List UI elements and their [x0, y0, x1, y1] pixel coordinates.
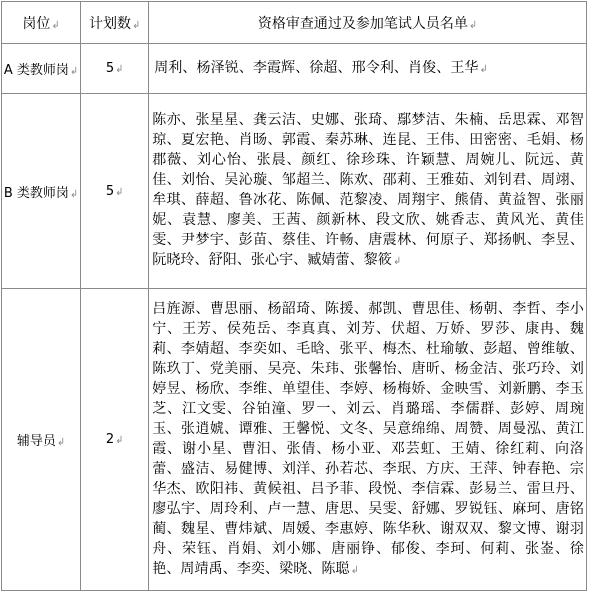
- position-cell: [2, 44, 81, 94]
- position-label: 辅导员: [16, 434, 56, 449]
- position-label: A 类教师岗: [3, 63, 69, 78]
- count-value: 5: [105, 61, 115, 76]
- paragraph-mark-icon: ↲: [131, 19, 141, 31]
- position-cell: [2, 289, 81, 591]
- header-plan-count-label: 计划数: [88, 15, 131, 32]
- paragraph-mark-icon: ↲: [115, 186, 124, 198]
- position-label: B 类教师岗: [3, 185, 69, 201]
- names-text: 陈亦、张星星、龚云洁、史娜、张琦、鄢梦洁、朱楠、岳思霖、邓智琼、夏宏艳、肖旸、郭霞、秦苏琳、连昆、王伟、田密密、毛娟、杨郡薇、刘心怡、张晨、颜红、徐珍珠、许颖慧、周婉儿、阮远、黄佳、刘怡、吴沁璇、邹超兰、陈欢、邵莉、王雅茹、刘钊君、周翊、牟琪、薛超、鲁冰花、陈佩、范黎凌、周翔宇、熊倩、黄益智、张丽妮、袁慧、廖美、王茜、颜新林、段文欣、姚香志、黄风光、黄佳雯、尹梦宇、彭苗、蔡佳、许畅、唐震林、何原子、郑扬帆、李昱、阮晓玲、舒阳、张心宇、臧婧蕾、黎筱: [152, 112, 584, 268]
- position-cell: [2, 94, 81, 289]
- names-cell: [149, 94, 587, 289]
- count-value: 5: [105, 183, 115, 199]
- names-text: 吕旌源、曹思丽、杨韶琦、陈援、郝凯、曹思佳、杨朝、李哲、李小宁、王芳、侯苑岳、李真真、刘芳、伏超、万娇、罗莎、康冉、魏莉、李婧超、李奕如、毛晗、张平、梅杰、杜瑜敏、彭超、曾维敏、陈玖丁、党美丽、吴亮、朱玮、张馨怡、唐昕、杨金洁、张巧玲、刘婷昱、杨欣、李维、单望佳、李婷、杨梅娇、金映雪、刘新鹏、李玉芝、江文雯、谷铂潼、罗一、刘云、肖璐瑶、李儒群、彭婷、周琬玉、张逍婋、谭雅、王馨悦、文冬、吴意绵绵、周赞、周曼泓、黄江霞、谢小星、曹汨、张倩、杨小亚、邓芸虹、王婧、徐红莉、向洛蕾、盛洁、易健博、刘洋、孙若芯、李珉、方庆、王萍、钟春艳、宗华杰、欧阳祎、黄候祖、吕予菲、段悦、李信霖、彭易兰、雷旦丹、廖弘宇、周玲利、卢一慧、唐思、吴雯、舒娜、罗锐钰、麻珂、唐铭蔺、魏星、曹炜斌、周媛、李惠婷、陈华秋、谢双双、黎文博、谢羽舟、荣钰、肖娟、刘小娜、唐丽铮、郁俊、李珂、何莉、张崟、徐艳、周靖禹、李奕、梁晓、陈聪: [152, 300, 584, 577]
- paragraph-mark-icon: ↲: [468, 19, 478, 31]
- paragraph-mark-icon: ↲: [69, 188, 79, 200]
- count-cell: [81, 289, 149, 591]
- header-name-list-label: 资格审查通过及参加笔试人员名单: [257, 15, 468, 32]
- paragraph-mark-icon: ↲: [69, 66, 79, 77]
- paragraph-mark-icon: ↲: [56, 437, 66, 448]
- paragraph-mark-icon: ↲: [479, 63, 489, 75]
- count-value: 2: [105, 432, 115, 447]
- header-name-list: [149, 2, 587, 44]
- table-row: [2, 44, 587, 94]
- header-row: [2, 2, 587, 44]
- paragraph-mark-icon: ↲: [350, 564, 360, 576]
- names-text: 周利、杨泽锐、李霞辉、徐超、邢令利、肖俊、王华: [154, 59, 479, 76]
- header-position: [2, 2, 81, 44]
- names-cell: [149, 44, 587, 94]
- paragraph-mark-icon: ↲: [392, 256, 402, 267]
- header-position-label: 岗位: [22, 15, 51, 32]
- paragraph-mark-icon: ↲: [115, 64, 124, 75]
- paragraph-mark-icon: ↲: [115, 435, 124, 446]
- header-plan-count: [81, 2, 149, 44]
- count-cell: [81, 44, 149, 94]
- table-row: [2, 289, 587, 591]
- table-row: [2, 94, 587, 289]
- candidate-table: [1, 1, 587, 591]
- paragraph-mark-icon: ↲: [51, 19, 60, 31]
- count-cell: [81, 94, 149, 289]
- names-cell: [149, 289, 587, 591]
